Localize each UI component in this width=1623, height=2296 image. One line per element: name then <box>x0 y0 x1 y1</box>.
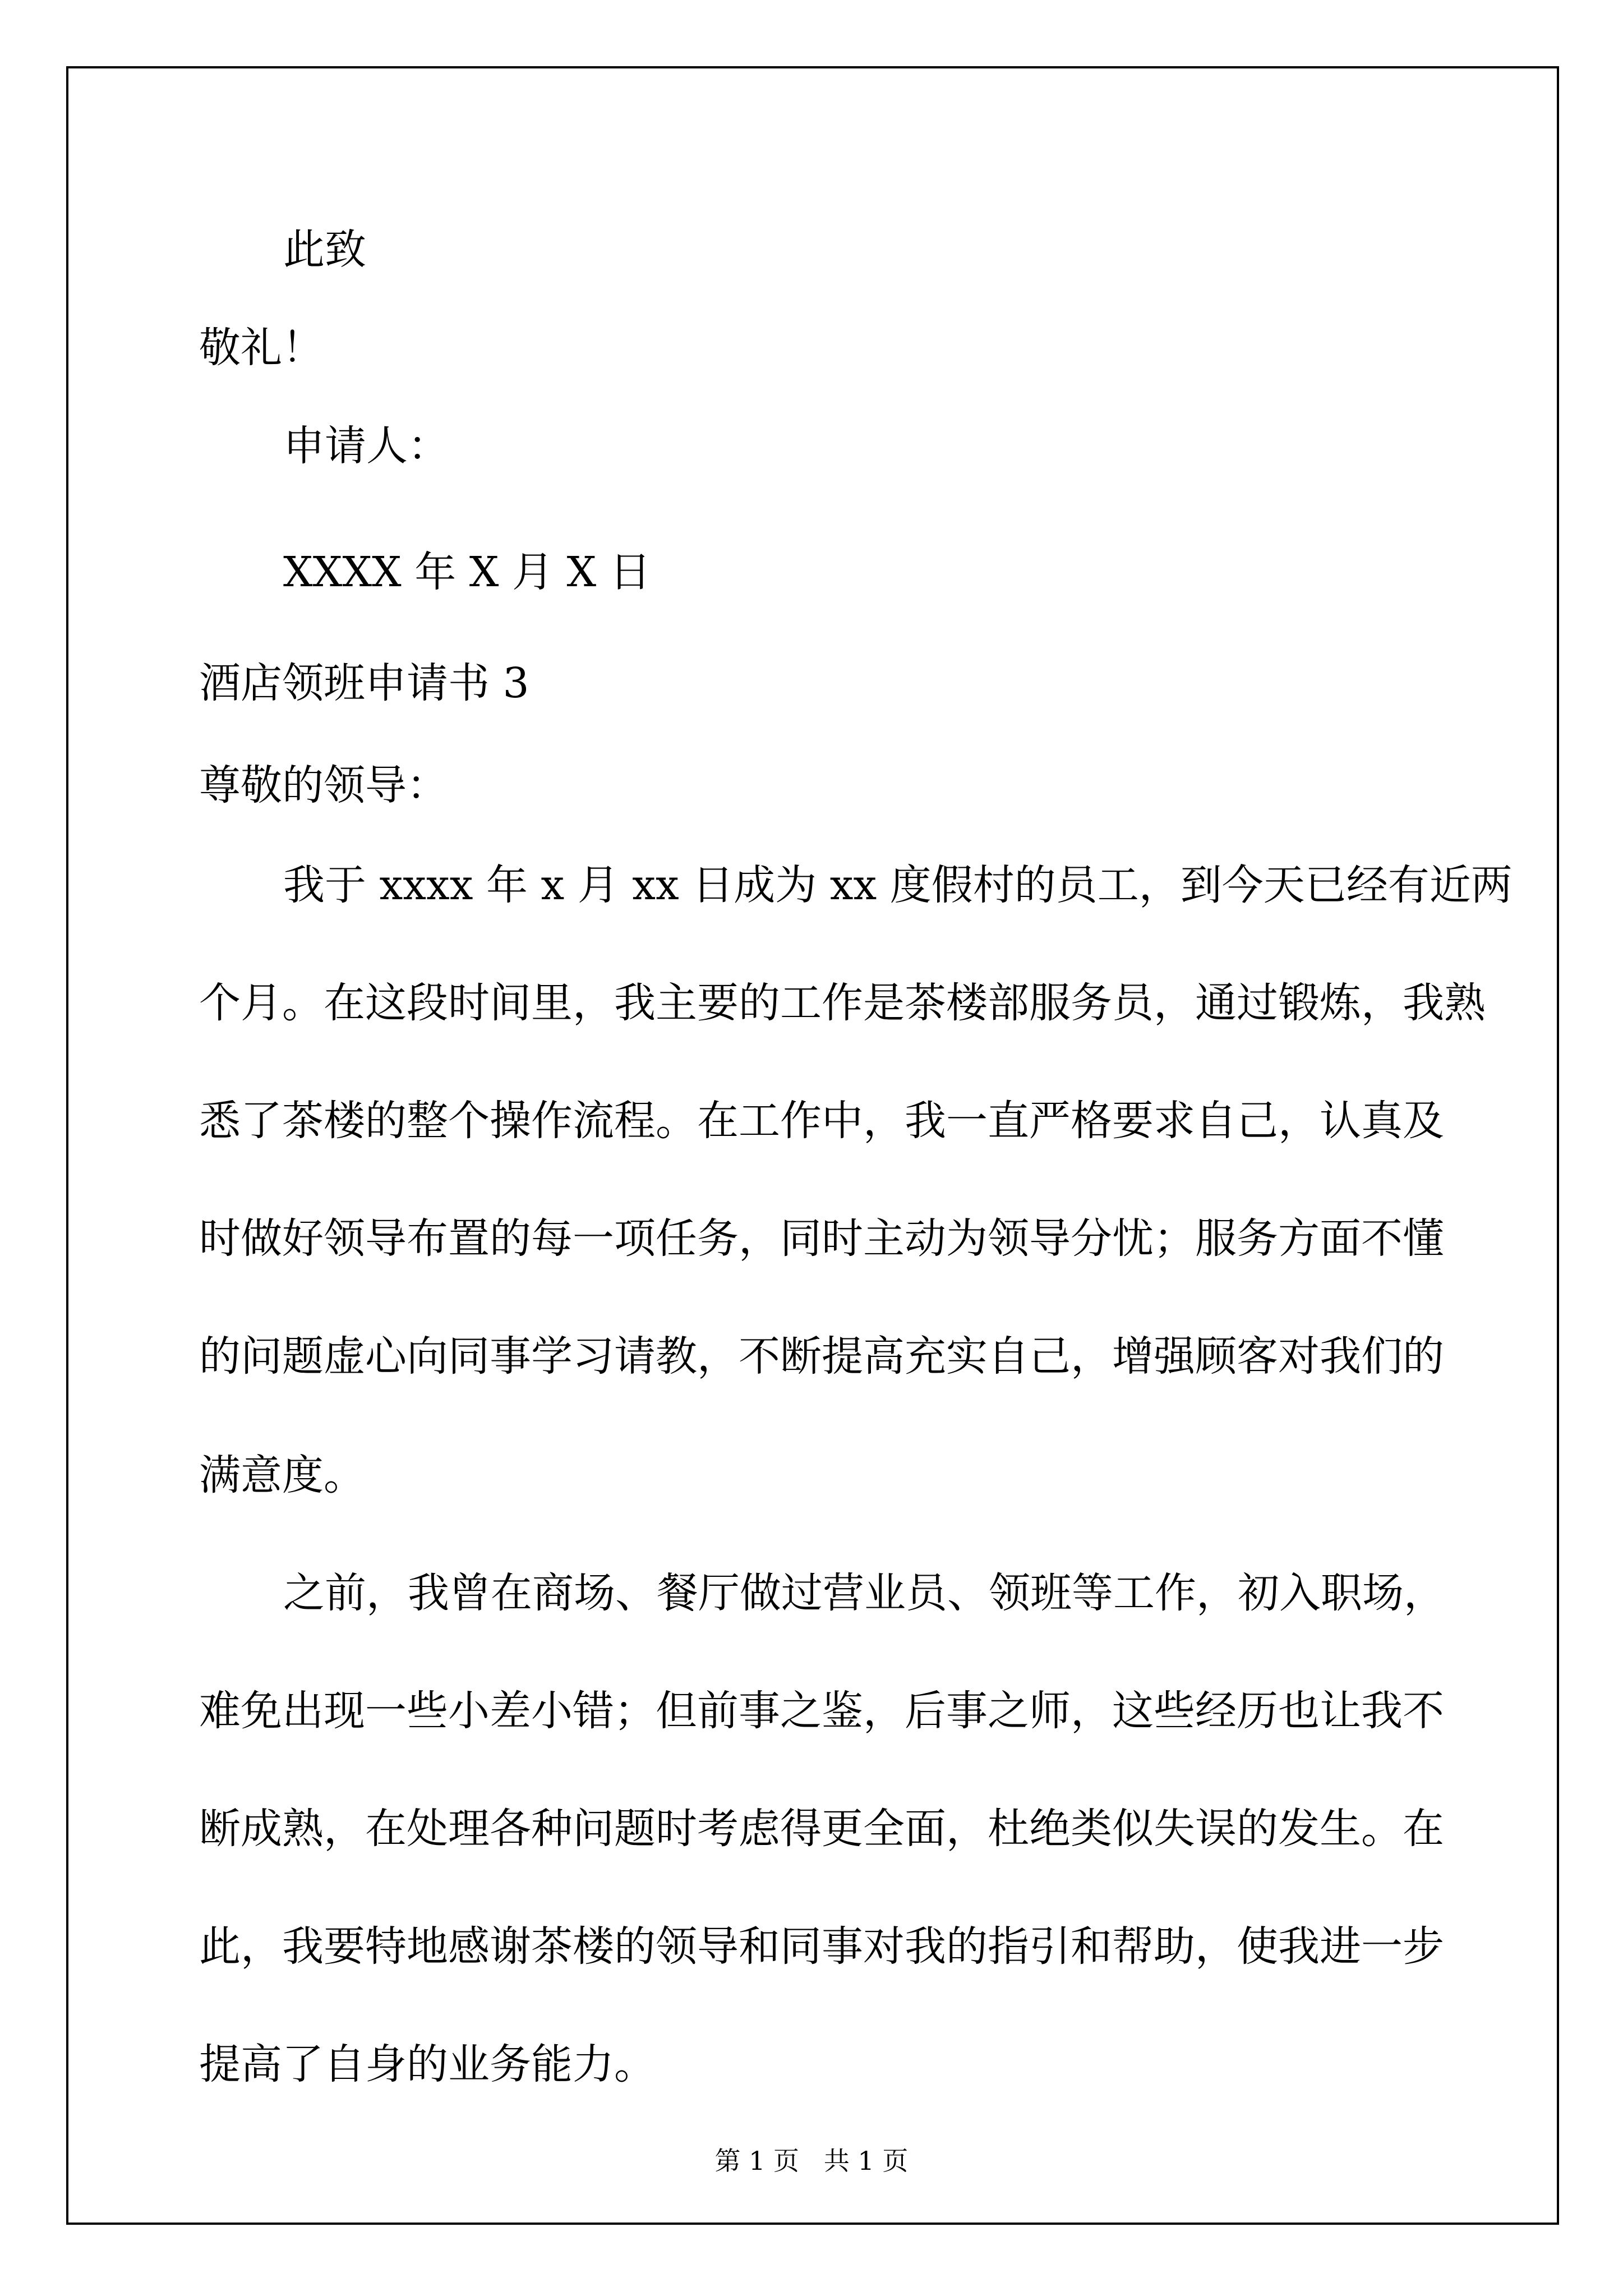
closing-salutation: 此致 <box>283 226 366 274</box>
paragraph-line: 此，我要特地感谢茶楼的领导和同事对我的指引和帮助，使我进一步 <box>199 1922 1444 1971</box>
greeting: 尊敬的领导： <box>199 761 448 809</box>
paragraph-line: 我于 xxxx 年 x 月 xx 日成为 xx 度假村的员工，到今天已经有近两 <box>283 861 1513 909</box>
paragraph-line: 悉了茶楼的整个操作流程。在工作中，我一直严格要求自己，认真及 <box>199 1097 1444 1145</box>
paragraph-line: 满意度。 <box>199 1451 365 1499</box>
paragraph-line: 之前，我曾在商场、餐厅做过营业员、领班等工作，初入职场， <box>283 1569 1445 1617</box>
paragraph-line: 时做好领导布置的每一项任务，同时主动为领导分忧；服务方面不懂 <box>199 1214 1444 1263</box>
paragraph-line: 难免出现一些小差小错；但前事之鉴，后事之师，这些经历也让我不 <box>199 1687 1444 1735</box>
paragraph-line: 个月。在这段时间里，我主要的工作是茶楼部服务员，通过锻炼，我熟 <box>199 979 1486 1027</box>
closing-regards: 敬礼！ <box>199 324 324 372</box>
applicant-label: 申请人： <box>283 422 449 470</box>
date-line: XXXX 年 X 月 X 日 <box>283 548 651 596</box>
paragraph-line: 的问题虚心向同事学习请教，不断提高充实自己，增强顾客对我们的 <box>199 1332 1444 1381</box>
section-title: 酒店领班申请书 3 <box>199 659 529 707</box>
paragraph-line: 断成熟，在处理各种问题时考虑得更全面，杜绝类似失误的发生。在 <box>199 1805 1444 1853</box>
page-footer: 第 1 页 共 1 页 <box>714 2146 909 2176</box>
paragraph-line: 提高了自身的业务能力。 <box>199 2040 656 2088</box>
